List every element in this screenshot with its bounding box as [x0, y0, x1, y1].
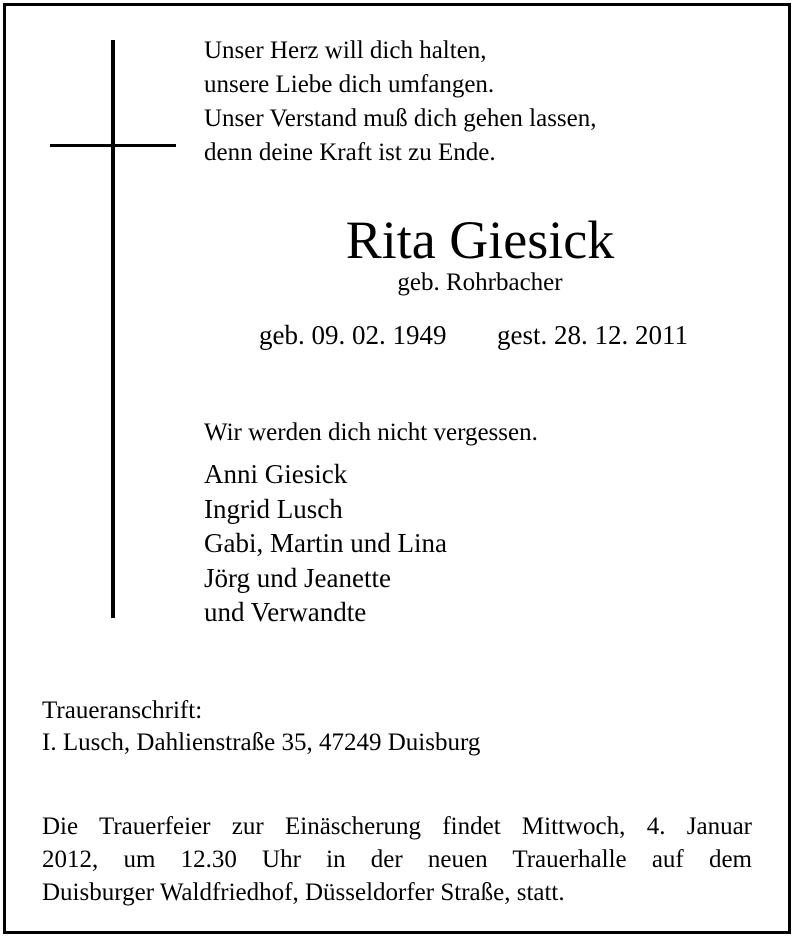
ceremony-line: Duisburger Waldfriedhof, Düsseldorfer Straße, statt. — [42, 879, 565, 906]
poem-line: Unser Herz will dich halten, — [204, 37, 487, 64]
deceased-name: Rita Giesick — [345, 210, 615, 270]
poem — [204, 34, 597, 170]
cross-icon-beam — [50, 144, 176, 147]
cross-icon — [111, 40, 115, 618]
address-value: I. Lusch, Dahlienstraße 35, 47249 Duisburg — [42, 729, 481, 756]
ceremony-text — [42, 810, 752, 909]
remembrance-line: Wir werden dich nicht vergessen. — [204, 419, 538, 446]
mourner: Jörg und Jeanette — [204, 562, 391, 593]
poem-line: Unser Verstand muß dich gehen lassen, — [204, 105, 597, 132]
mourner: Gabi, Martin und Lina — [204, 528, 447, 558]
maiden-name: geb. Rohrbacher — [397, 269, 563, 296]
poem-line: unsere Liebe dich umfangen. — [204, 71, 495, 98]
mourner: Ingrid Lusch — [204, 493, 343, 524]
ceremony-line: Die Trauerfeier zur Einäscherung findet Mittwoch, 4. Januar — [42, 813, 752, 840]
mourners-list — [204, 457, 447, 630]
ceremony-line: 2012, um 12.30 Uhr in der neuen Trauerhalle auf dem — [42, 846, 752, 873]
mourner: und Verwandte — [204, 597, 367, 627]
birth-date: geb. 09. 02. 1949 — [259, 320, 447, 350]
address-label: Traueranschrift: — [42, 697, 203, 724]
mourner: Anni Giesick — [204, 459, 348, 489]
poem-line: denn deine Kraft ist zu Ende. — [204, 139, 496, 166]
death-date: gest. 28. 12. 2011 — [497, 320, 688, 350]
